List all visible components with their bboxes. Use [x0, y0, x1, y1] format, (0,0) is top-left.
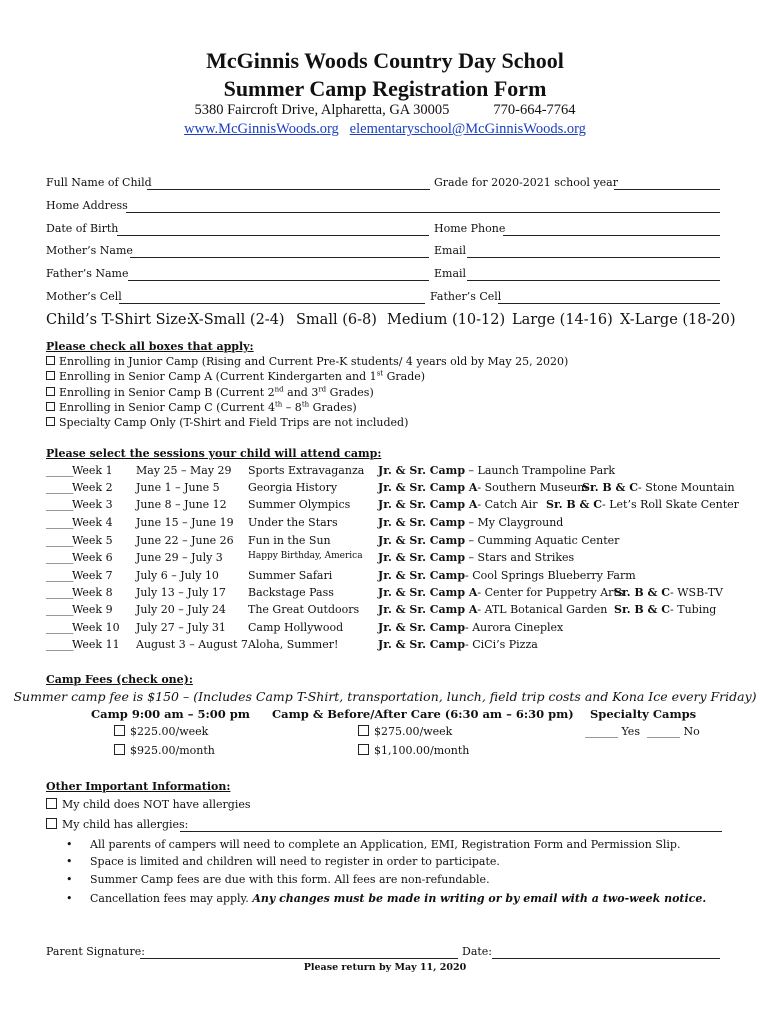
- week-label: Week 9: [72, 603, 113, 616]
- date-field[interactable]: [492, 958, 720, 959]
- trip-destination: – Stars and Strikes: [465, 551, 575, 564]
- enroll-senior-c[interactable]: Enrolling in Senior Camp C (Current 4th – 8th Grades): [46, 401, 357, 414]
- week-theme: Summer Safari: [248, 569, 333, 582]
- week-theme: The Great Outdoors: [248, 603, 360, 616]
- full-name-label: Full Name of Child: [46, 176, 152, 189]
- info-bullet: • Summer Camp fees are due with this form. All fees are non-refundable.: [66, 873, 490, 886]
- website-link[interactable]: www.McGinnisWoods.org: [184, 121, 339, 137]
- fee-note: Summer camp fee is $150 – (Includes Camp T-Shirt, transportation, lunch, field trip costs and Kona Ice every Friday): [13, 689, 757, 704]
- week-field-trip: [378, 534, 619, 547]
- trip-destination: - Center for Puppetry Arts: [477, 586, 624, 599]
- address: 5380 Faircroft Drive, Alpharetta, GA 30005: [194, 102, 450, 118]
- grade-field[interactable]: [614, 189, 720, 190]
- specialty-no[interactable]: ______ No: [647, 725, 700, 738]
- email-link[interactable]: elementaryschool@McGinnisWoods.org: [349, 121, 586, 137]
- trip-group: Jr. & Sr. Camp A: [378, 481, 478, 494]
- checkbox[interactable]: [114, 725, 125, 736]
- trip-group: Sr. B & C: [546, 498, 603, 511]
- week-blank[interactable]: _____: [46, 481, 74, 494]
- week-theme: Fun in the Sun: [248, 534, 331, 547]
- email2-label: Email: [434, 267, 467, 280]
- week-blank[interactable]: _____: [46, 621, 74, 634]
- week-dates: June 15 – June 19: [136, 516, 234, 529]
- week-field-trip: [378, 551, 574, 564]
- week-blank[interactable]: _____: [46, 603, 74, 616]
- grade-label: Grade for 2020-2021 school year: [434, 176, 618, 189]
- trip-group: Jr. & Sr. Camp: [378, 464, 466, 477]
- signature-label: Parent Signature:: [46, 945, 145, 958]
- mother-name-label: Mother’s Name: [46, 244, 133, 257]
- checkbox[interactable]: [358, 744, 369, 755]
- checkbox[interactable]: [46, 798, 57, 809]
- week-blank[interactable]: _____: [46, 516, 74, 529]
- week-label: Week 1: [72, 464, 113, 477]
- week-blank[interactable]: _____: [46, 569, 74, 582]
- trip-destination: - WSB-TV: [670, 586, 723, 599]
- week-theme: Under the Stars: [248, 516, 338, 529]
- father-cell-field[interactable]: [498, 303, 720, 304]
- trip-group: Jr. & Sr. Camp A: [378, 498, 478, 511]
- week-field-trip-2: [614, 586, 723, 599]
- father-name-field[interactable]: [128, 280, 429, 281]
- email2-field[interactable]: [467, 280, 720, 281]
- trip-destination: - Tubing: [670, 603, 717, 616]
- trip-group: Sr. B & C: [614, 586, 671, 599]
- trip-group: Jr. & Sr. Camp: [378, 551, 466, 564]
- week-field-trip: [378, 603, 607, 616]
- trip-destination: - CiCi’s Pizza: [465, 638, 538, 651]
- no-allergies-option[interactable]: My child does NOT have allergies: [46, 798, 251, 811]
- email1-label: Email: [434, 244, 467, 257]
- father-cell-label: Father’s Cell: [430, 290, 502, 303]
- fee-925-month[interactable]: $925.00/month: [114, 744, 215, 757]
- trip-group: Jr. & Sr. Camp: [378, 534, 466, 547]
- week-label: Week 11: [72, 638, 120, 651]
- dob-label: Date of Birth: [46, 222, 119, 235]
- other-info-heading: Other Important Information:: [46, 780, 231, 793]
- week-field-trip: [378, 621, 563, 634]
- allergies-field[interactable]: [180, 831, 722, 832]
- week-theme: Sports Extravaganza: [248, 464, 365, 477]
- contact-line: [0, 102, 770, 119]
- checkbox[interactable]: [46, 356, 55, 365]
- trip-group: Jr. & Sr. Camp A: [378, 603, 478, 616]
- week-dates: July 13 – July 17: [136, 586, 226, 599]
- week-theme: Summer Olympics: [248, 498, 351, 511]
- week-field-trip-2: [582, 481, 735, 494]
- trip-destination: - ATL Botanical Garden: [477, 603, 608, 616]
- home-address-label: Home Address: [46, 199, 128, 212]
- week-label: Week 10: [72, 621, 120, 634]
- week-field-trip: [378, 569, 636, 582]
- trip-destination: - Southern Museum: [477, 481, 588, 494]
- week-field-trip: [378, 638, 538, 651]
- week-field-trip: [378, 586, 623, 599]
- enroll-senior-a[interactable]: Enrolling in Senior Camp A (Current Kindergarten and 1st Grade): [46, 370, 425, 383]
- enroll-senior-b[interactable]: Enrolling in Senior Camp B (Current 2nd and 3rd Grades): [46, 386, 374, 399]
- enroll-specialty[interactable]: Specialty Camp Only (T-Shirt and Field Trips are not included): [46, 416, 408, 429]
- week-blank[interactable]: _____: [46, 534, 74, 547]
- school-name: McGinnis Woods Country Day School: [206, 48, 564, 73]
- week-theme: Georgia History: [248, 481, 338, 494]
- info-bullet: • All parents of campers will need to complete an Application, EMI, Registration Form and Permission Slip.: [66, 838, 681, 851]
- fees-heading: Camp Fees (check one):: [46, 673, 193, 686]
- week-field-trip: [378, 498, 537, 511]
- week-dates: July 6 – July 10: [136, 569, 219, 582]
- fee-col1-heading: Camp 9:00 am – 5:00 pm: [91, 707, 250, 721]
- week-label: Week 4: [72, 516, 113, 529]
- dob-field[interactable]: [117, 235, 429, 236]
- week-blank[interactable]: _____: [46, 464, 74, 477]
- week-label: Week 6: [72, 551, 113, 564]
- tshirt-size-small[interactable]: Small (6-8): [296, 312, 377, 328]
- date-label: Date:: [462, 945, 493, 958]
- fee-275-week[interactable]: $275.00/week: [358, 725, 452, 738]
- fee-1100-month[interactable]: $1,100.00/month: [358, 744, 469, 757]
- week-blank[interactable]: _____: [46, 498, 74, 511]
- trip-destination: - Stone Mountain: [638, 481, 735, 494]
- week-theme: Aloha, Summer!: [248, 638, 339, 651]
- checkbox[interactable]: [46, 402, 55, 411]
- specialty-yes[interactable]: ______ Yes: [585, 725, 640, 738]
- form-title: Summer Camp Registration Form: [223, 76, 547, 101]
- week-theme: Happy Birthday, America: [248, 551, 363, 561]
- week-dates: June 1 – June 5: [136, 481, 220, 494]
- week-dates: June 22 – June 26: [136, 534, 234, 547]
- trip-destination: – Launch Trampoline Park: [465, 464, 616, 477]
- mother-name-field[interactable]: [130, 257, 429, 258]
- sessions-heading: Please select the sessions your child will attend camp:: [46, 447, 382, 460]
- trip-destination: - Aurora Cineplex: [465, 621, 564, 634]
- checkbox[interactable]: [46, 417, 55, 426]
- mother-cell-field[interactable]: [119, 303, 425, 304]
- trip-group: Jr. & Sr. Camp: [378, 638, 466, 651]
- web-line: [0, 121, 770, 138]
- checkbox[interactable]: [46, 818, 57, 829]
- father-name-label: Father’s Name: [46, 267, 129, 280]
- tshirt-size-medium[interactable]: Medium (10-12): [387, 312, 506, 328]
- week-field-trip: [378, 464, 615, 477]
- week-field-trip: [378, 516, 563, 529]
- week-dates: July 27 – July 31: [136, 621, 226, 634]
- week-blank[interactable]: _____: [46, 551, 74, 564]
- trip-destination: - Let’s Roll Skate Center: [602, 498, 739, 511]
- tshirt-size-xlarge[interactable]: X-Large (18-20): [620, 312, 736, 328]
- trip-group: Sr. B & C: [614, 603, 671, 616]
- week-blank[interactable]: _____: [46, 586, 74, 599]
- trip-group: Sr. B & C: [582, 481, 639, 494]
- fee-col2-heading: Camp & Before/After Care (6:30 am – 6:30 pm): [272, 707, 574, 721]
- week-dates: August 3 – August 7: [136, 638, 248, 651]
- week-dates: June 8 – June 12: [136, 498, 227, 511]
- return-deadline: Please return by May 11, 2020: [303, 962, 467, 973]
- trip-destination: - Catch Air: [477, 498, 538, 511]
- enrollment-heading: Please check all boxes that apply:: [46, 340, 254, 353]
- trip-group: Jr. & Sr. Camp A: [378, 586, 478, 599]
- week-label: Week 8: [72, 586, 113, 599]
- home-address-field[interactable]: [126, 212, 720, 213]
- week-label: Week 2: [72, 481, 113, 494]
- checkbox[interactable]: [46, 371, 55, 380]
- email1-field[interactable]: [467, 257, 720, 258]
- week-dates: July 20 – July 24: [136, 603, 226, 616]
- week-theme: Camp Hollywood: [248, 621, 344, 634]
- week-dates: June 29 – July 3: [136, 551, 223, 564]
- week-field-trip-2: [546, 498, 739, 511]
- week-dates: May 25 – May 29: [136, 464, 232, 477]
- week-field-trip-2: [614, 603, 716, 616]
- week-label: Week 3: [72, 498, 113, 511]
- week-theme: Backstage Pass: [248, 586, 334, 599]
- trip-group: Jr. & Sr. Camp: [378, 516, 466, 529]
- signature-field[interactable]: [140, 958, 458, 959]
- mother-cell-label: Mother’s Cell: [46, 290, 122, 303]
- info-bullet: • Space is limited and children will need to register in order to participate.: [66, 855, 500, 868]
- info-bullet: • Cancellation fees may apply. Any changes must be made in writing or by email with a two-week notice.: [66, 892, 707, 905]
- tshirt-size-large[interactable]: Large (14-16): [512, 312, 613, 328]
- tshirt-label: Child’s T-Shirt Size:: [46, 312, 192, 328]
- phone: 770-664-7764: [493, 102, 576, 118]
- week-field-trip: [378, 481, 588, 494]
- week-blank[interactable]: _____: [46, 638, 74, 651]
- trip-group: Jr. & Sr. Camp: [378, 621, 466, 634]
- home-phone-field[interactable]: [503, 235, 720, 236]
- checkbox[interactable]: [358, 725, 369, 736]
- home-phone-label: Home Phone: [434, 222, 506, 235]
- full-name-field[interactable]: [147, 189, 430, 190]
- checkbox[interactable]: [114, 744, 125, 755]
- trip-destination: – Cumming Aquatic Center: [465, 534, 620, 547]
- has-allergies-option[interactable]: My child has allergies:: [46, 818, 188, 831]
- fee-col3-heading: Specialty Camps: [590, 707, 697, 721]
- week-label: Week 5: [72, 534, 113, 547]
- checkbox[interactable]: [46, 387, 55, 396]
- trip-group: Jr. & Sr. Camp: [378, 569, 466, 582]
- trip-destination: – My Clayground: [465, 516, 564, 529]
- trip-destination: - Cool Springs Blueberry Farm: [465, 569, 636, 582]
- week-label: Week 7: [72, 569, 113, 582]
- tshirt-size-xsmall[interactable]: X-Small (2-4): [189, 312, 285, 328]
- enroll-junior[interactable]: Enrolling in Junior Camp (Rising and Current Pre-K students/ 4 years old by May 25, 2020): [46, 355, 568, 368]
- fee-225-week[interactable]: $225.00/week: [114, 725, 208, 738]
